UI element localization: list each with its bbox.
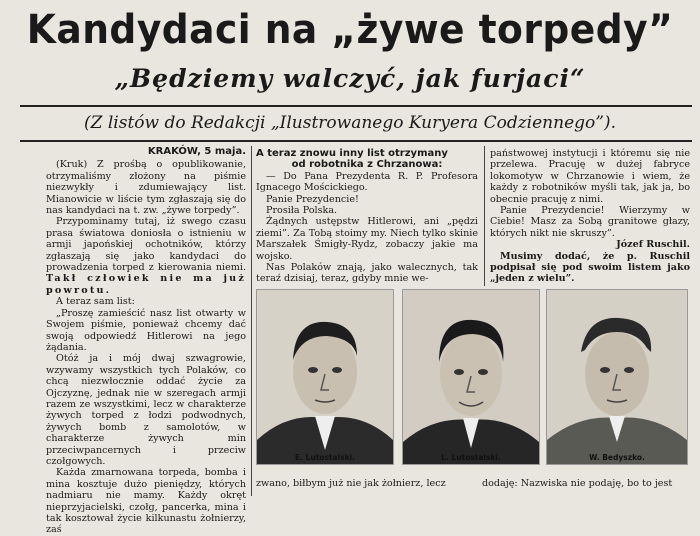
portrait-photo — [546, 289, 688, 465]
letter-intro-2: od robotnika z Chrzanowa: — [291, 159, 443, 171]
headline: Kandydaci na „żywe torpedy” — [26, 7, 674, 53]
paragraph: państwowej instytucji i któremu się nie przelewa. Pracuję w dużej fabryce lokomotyw w Chrzanowie i wiem, że każdy z robotników myśli tak, jak ja, bo obecnie pracuję z nimi. — [490, 148, 690, 205]
paragraph: Prosiła Polska. — [266, 205, 338, 217]
emphasis-text: Takł człowiek nie ma już powrotu. — [46, 273, 246, 296]
photo-caption: E. Lutostalski. — [295, 453, 355, 462]
portrait-photo — [256, 289, 394, 465]
bottom-text-fragment: zwano, biłbym już nie jak żołnierz, lecz — [256, 478, 446, 489]
bottom-text-fragment: dodaję: Nazwiska nie podaję, bo to jest — [482, 478, 673, 489]
paragraph: — Do Pana Prezydenta R. P. Profesora Ignacego Mościckiego. — [256, 170, 478, 194]
paragraph: Otóż ja i mój dwaj szwagrowie, wzywamy wszystkich tych Polaków, co chcą niezwłocznie oddać życie za Ojczyznę, jednak nie w szeregach armji razem ze wszystkimi, lecz w charakterze żywych torped z łodzi podwodnych, żywych bomb z samolotów, w charakterze żywych min przeciwpancernych i przeciw czołgowych. — [46, 353, 246, 467]
photo-caption: W. Bedyszko. — [589, 453, 645, 462]
article-column-2 — [256, 148, 478, 285]
paragraph: „Proszę zamieścić nasz list otwarty w Swojem piśmie, ponieważ chcemy dać swoją odpowiedź Hitlerowi na jego żądania. — [46, 307, 246, 353]
portrait-illustration — [547, 290, 687, 464]
article-column-1 — [46, 146, 246, 536]
portrait-illustration — [403, 290, 539, 464]
paragraph-text: Przypominamy tutaj, iż swego czasu prasa światowa doniosła o istnieniu w armji japońskiej ochotników, którzy zgłaszają się jako kandydaci do prowadzenia torped z kierowania niemi. — [46, 216, 246, 274]
paragraph: (Kruk) Z prośbą o opublikowanie, otrzymaliśmy złożony na piśmie niezwykły i zdumiewający list. Mianowicie w liście tym zgłaszają się do nas kandydaci na t. zw. „żywe torpedy”. — [46, 159, 246, 217]
photo-caption: L. Lutostalski. — [441, 453, 501, 462]
paragraph: Panie Prezydencie! Wierzymy w Ciebie! Masz za Sobą granitowe głazy, których nikt nie skruszy”. — [490, 205, 690, 239]
column-divider-1 — [251, 146, 252, 496]
paragraph: Żądnych ustępstw Hitlerowi, ani „pędzi ziemi”. Za Tobą stoimy my. Niech tylko skinie Marszałek Śmigły-Rydz, zobaczy jakie ma wojsko. — [256, 216, 478, 262]
source-line: (Z listów do Redakcji „Ilustrowanego Kuryera Codziennego”). — [84, 113, 616, 133]
paragraph: Panie Prezydencie! — [266, 193, 359, 205]
rule-bottom — [20, 140, 692, 142]
column-divider-2 — [484, 146, 485, 286]
paragraph: Każda zmarnowana torpeda, bomba i mina kosztuje dużo pieniędzy, których nadmiaru nie mamy. Każdy okręt nieprzyjacielski, czołg, pancerka, mina i tak kosztował życie kilkunastu żołnierzy, zaś — [46, 467, 246, 536]
paragraph — [46, 216, 246, 296]
subheadline: „Będziemy walczyć, jak furjaci“ — [114, 64, 586, 93]
paragraph: Nas Polaków znają, jako walecznych, tak teraź dzisiaj, teraz, gdyby mnie we- — [256, 262, 478, 285]
paragraph: Musimy dodać, że p. Ruschil podpisał się pod swoim listem jako „jeden z wielu”. — [490, 250, 690, 285]
portrait-photo — [402, 289, 540, 465]
paragraph: A teraz sam list: — [56, 296, 135, 308]
rule-top — [20, 105, 692, 107]
article-column-3 — [490, 148, 690, 285]
dateline: KRAKÓW, 5 maja. — [147, 146, 246, 157]
letter-intro: A teraz znowu inny list otrzymany — [256, 148, 448, 159]
signature: Józef Ruschil. — [616, 239, 690, 251]
photo-strip — [256, 289, 692, 463]
portrait-illustration — [257, 290, 393, 464]
